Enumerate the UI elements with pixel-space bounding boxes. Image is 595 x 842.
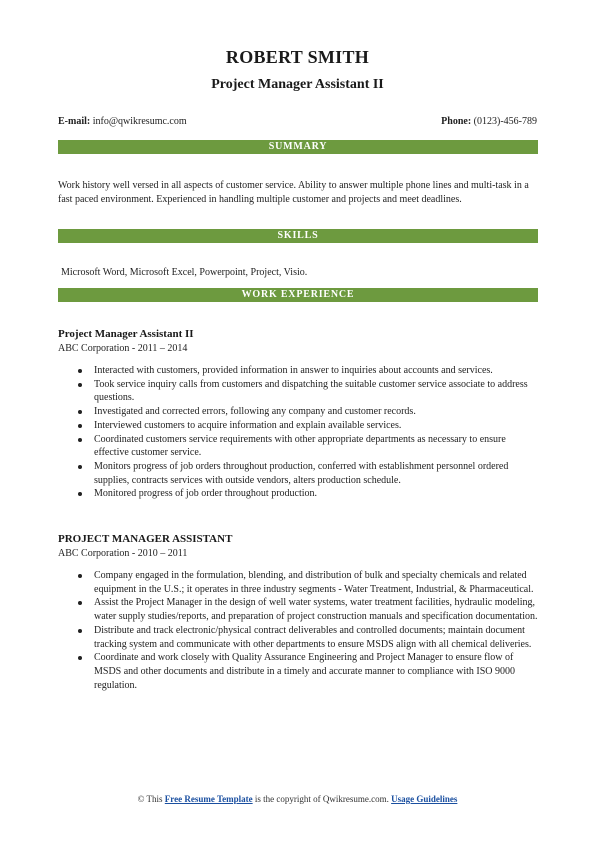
job-duties-list [58, 569, 540, 692]
duty-item: Investigated and corrected errors, following any company and customer records. [58, 405, 540, 419]
phone-value: (0123)-456-789 [473, 116, 537, 127]
duty-item: Interacted with customers, provided information in answer to inquiries about accounts and services. [58, 364, 540, 378]
footer-prefix: © This [137, 794, 165, 804]
job-title: PROJECT MANAGER ASSISTANT [58, 533, 233, 545]
duty-item: Monitored progress of job order throughout production. [58, 487, 540, 501]
contact-email [58, 116, 187, 127]
candidate-title: Project Manager Assistant II [211, 77, 384, 92]
duty-item: Took service inquiry calls from customers and dispatching the suitable customer service associate to address questions. [58, 378, 540, 405]
email-label: E-mail: [58, 116, 91, 127]
job-company-dates: ABC Corporation - 2010 – 2011 [58, 548, 188, 559]
job-entry [58, 327, 540, 501]
duty-item: Monitors progress of job orders throughout production, conferred with establishment personnel ordered supplies, contracts services with outside vendors, alters production schedule. [58, 460, 540, 487]
free-resume-template-link[interactable]: Free Resume Template [164, 794, 253, 804]
job-duties-list [58, 364, 540, 501]
skills-text: Microsoft Word, Microsoft Excel, Powerpoint, Project, Visio. [61, 267, 308, 278]
email-value: info@qwikresumc.com [92, 116, 187, 127]
summary-heading: SUMMARY [58, 140, 538, 154]
footer-copyright [0, 794, 595, 804]
job-entry [58, 532, 540, 692]
duty-item: Coordinated customers service requirements with other appropriate departments as necessary to ensure effective customer service. [58, 433, 540, 460]
usage-guidelines-link[interactable]: Usage Guidelines [391, 794, 458, 804]
work-experience-heading: WORK EXPERIENCE [58, 288, 538, 302]
job-company-dates: ABC Corporation - 2011 – 2014 [58, 343, 188, 354]
duty-item: Distribute and track electronic/physical contract deliverables and controlled documents; maintain document tracking system and communicate with other departments to ensure MSDS align with all chemical deliveries. [58, 624, 540, 651]
duty-item: Assist the Project Manager in the design of well water systems, water treatment facilities, hydraulic modeling, water supply studies/reports, and preparation of project construction manuals and specification documentation. [58, 596, 540, 623]
skills-heading: SKILLS [58, 229, 538, 243]
contact-phone [441, 116, 537, 127]
duty-item: Coordinate and work closely with Quality Assurance Engineering and Project Manager to ensure flow of MSDS and other documents and distribute in a timely and accurate manner to compliance with ISO 9000 regulation. [58, 651, 540, 692]
job-title: Project Manager Assistant II [58, 328, 194, 340]
duty-item: Interviewed customers to acquire information and explain available services. [58, 419, 540, 433]
phone-label: Phone: [441, 116, 472, 127]
duty-item: Company engaged in the formulation, blending, and distribution of bulk and specialty chemicals and related equipment in the U.S.; it operates in three industry segments - Water Treatment, Industrial, & Pharmaceutical. [58, 569, 540, 596]
summary-text: Work history well versed in all aspects of customer service. Ability to answer multiple phone lines and multi-task in a fast paced environment. Experienced in handling multiple customer and projects and meet deadlines. [58, 180, 529, 205]
footer-middle: is the copyright of Qwikresume.com. [252, 794, 392, 804]
candidate-name: ROBERT SMITH [225, 47, 370, 67]
